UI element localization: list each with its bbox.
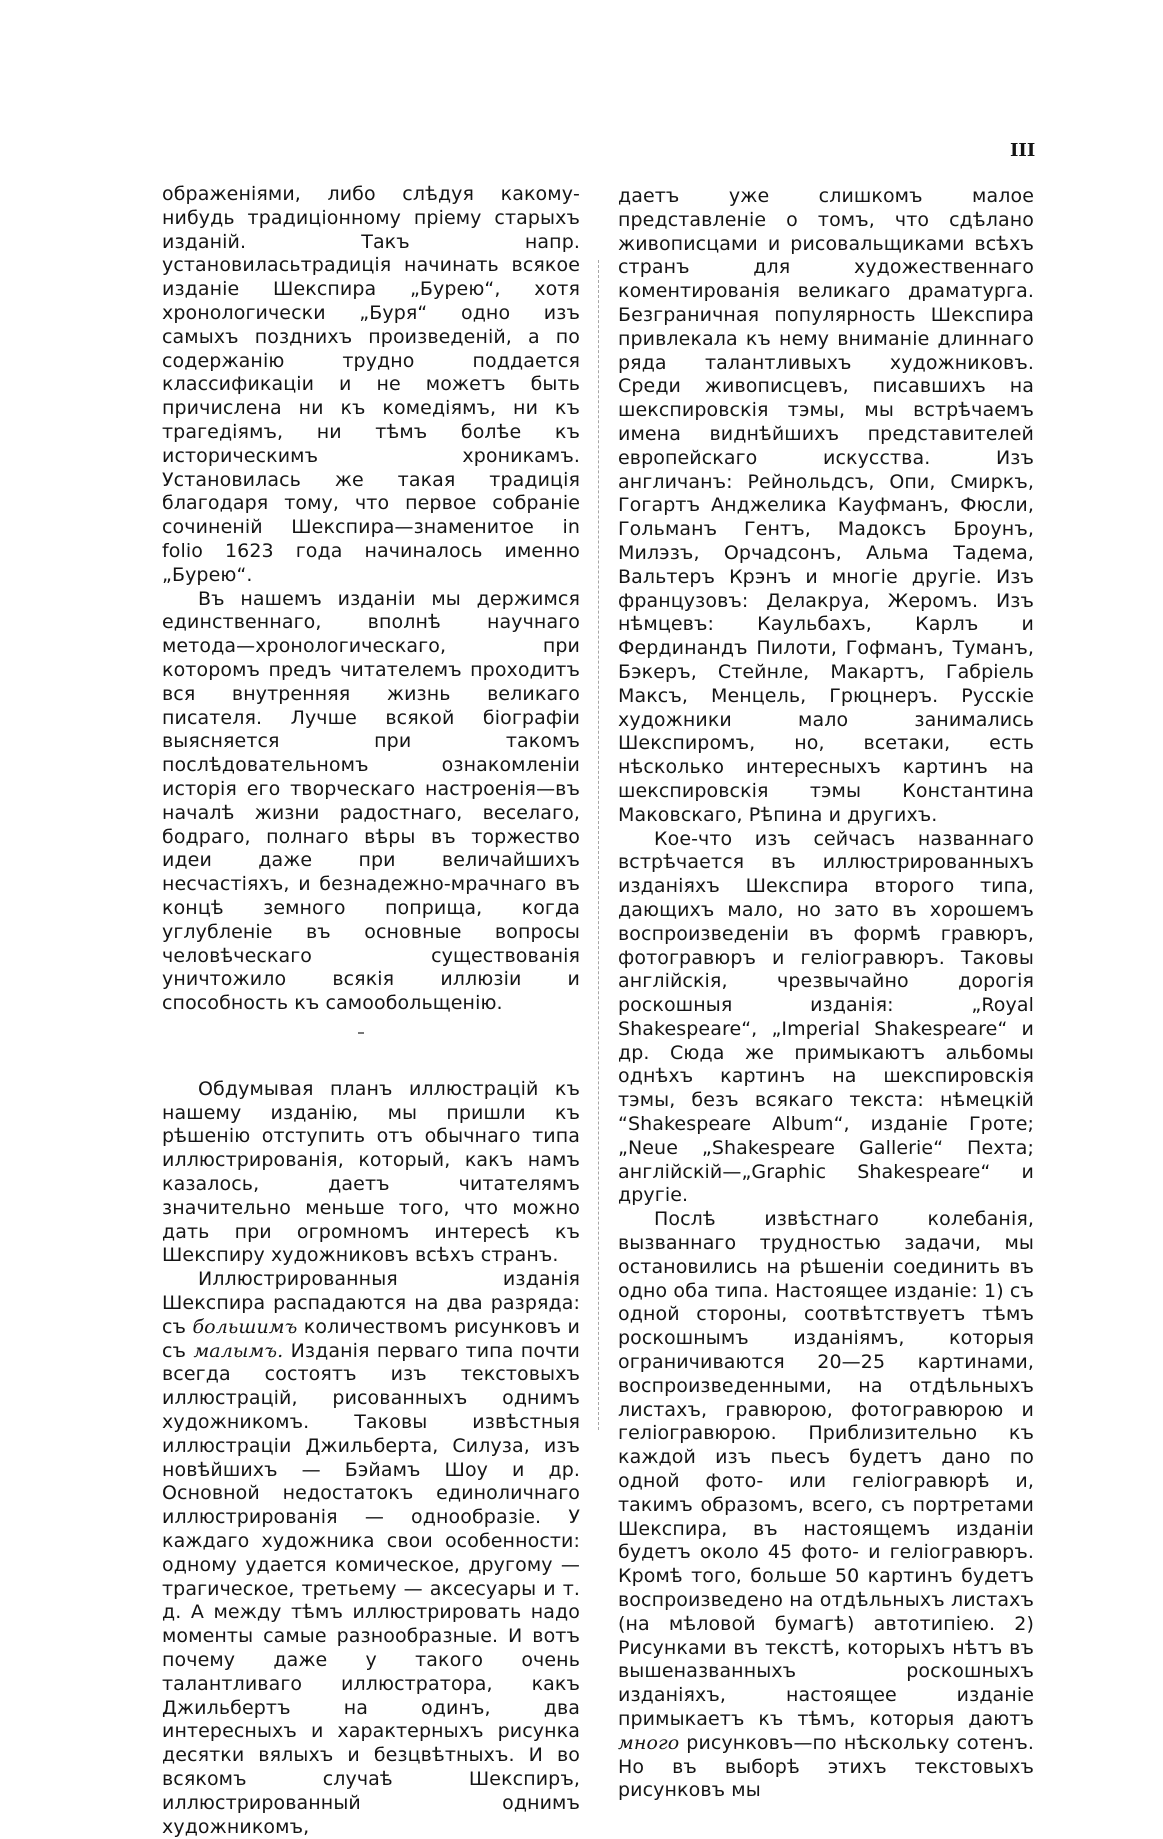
section-divider: [162, 1016, 580, 1078]
left-p4-emphasis-1: большимъ: [192, 1315, 298, 1338]
page-number: III: [1010, 140, 1036, 161]
left-p4-text-a: Иллюстрированныя изданія Шекспира распадаются на два разряда: съ: [162, 1268, 580, 1338]
left-paragraph-2: Въ нашемъ изданіи мы держимся единственнаго, вполнѣ научнаго метода—хронологическаго, при которомъ предъ читателемъ проходитъ вся внутренняя жизнь великаго писателя. Лучше всякой біографіи выясняется при такомъ послѣдовательномъ ознакомленіи исторія его творческаго настроенія—въ началѣ жизни радостнаго, веселаго, бодраго, полнаго вѣры въ торжество идеи даже при величайшихъ несчастіяхъ, и безнадежно-мрачнаго въ концѣ земного поприща, когда углубленіе въ основные вопросы человѣческаго существованія уничтожило всякія иллюзіи и способность къ самообольщенію.: [162, 587, 580, 1015]
left-column: [162, 183, 580, 1839]
right-paragraph-2: Кое-что изъ сейчасъ названнаго встрѣчается въ иллюстрированныхъ изданіяхъ Шекспира второго типа, дающихъ мало, но зато въ хорошемъ воспроизведеніи въ формѣ гравюръ, фотогравюръ и геліогравюръ. Таковы англійскія, чрезвычайно дорогія роскошныя изданія: „Royal Shakespeare“, „Imperial Shakespeare“ и др. Сюда же примыкаютъ альбомы однѣхъ картинъ на шекспировскія тэмы, безъ всякаго текста: нѣмецкій “Shakespeare Album“, изданіе Гроте; „Neue „Shakespeare Gallerie“ Пехта; англійскій—„Graphic Shakespeare“ и другіе.: [618, 827, 1034, 1207]
gutter-rule: [598, 260, 599, 1430]
right-paragraph-3: [618, 1208, 1034, 1803]
left-paragraph-1: ображеніями, либо слѣдуя какому-нибудь традиціонному пріему старыхъ изданій. Такъ напр. установиласьтрадиція начинать всякое изданіе Шекспира „Бурею“, хотя хронологически „Буря“ одно изъ самыхъ позднихъ произведеній, а по содержанію трудно поддается классификаціи и не можетъ быть причислена ни къ комедіямъ, ни къ трагедіямъ, ни тѣмъ болѣе къ историческимъ хроникамъ. Установилась же такая традиція благодаря тому, что первое собраніе сочиненій Шекспира—знаменитое in folio 1623 года начиналось именно „Бурею“.: [162, 183, 580, 586]
right-p3-text-b: рисунковъ—по нѣскольку сотенъ. Но въ выборѣ этихъ текстовыхъ рисунковъ мы: [618, 1731, 1034, 1802]
right-paragraph-1: даетъ уже слишкомъ малое представленіе о томъ, что сдѣлано живописцами и рисовальщиками всѣхъ странъ для художественнаго коментированія великаго драматурга. Безграничная популярность Шекспира привлекала къ нему вниманіе длиннаго ряда талантливыхъ художниковъ. Среди живописцевъ, писавшихъ на шекспировскія тэмы, мы встрѣчаемъ имена виднѣйшихъ представителей европейскаго искусства. Изъ англичанъ: Рейнольдсъ, Опи, Смиркъ, Гогартъ Анджелика Кауфманъ, Фюсли, Гольманъ Гентъ, Мадоксъ Броунъ, Милэзъ, Орчадсонъ, Альма Тадема, Вальтеръ Крэнъ и многіе другіе. Изъ французовъ: Делакруа, Жеромъ. Изъ нѣмцевъ: Каульбахъ, Карлъ и Фердинандъ Пилоти, Гофманъ, Туманъ, Бэкеръ, Стейнле, Макартъ, Габріель Максъ, Менцель, Грюцнеръ. Русскіе художники мало занимались Шекспиромъ, но, всетаки, есть нѣсколько интересныхъ картинъ на шекспировскія тэмы Константина Маковскаго, Рѣпина и другихъ.: [618, 185, 1034, 826]
right-p3-text-a: Послѣ извѣстнаго колебанія, вызваннаго трудностью задачи, мы остановились на рѣшеніи соединить въ одно оба типа. Настоящее изданіе: 1) съ одной стороны, соотвѣтствуетъ тѣмъ роскошнымъ изданіямъ, которыя ограничиваются 20—25 картинами, воспроизведенными, на отдѣльныхъ листахъ, гравюрою, фотогравюрою и геліогравюрою. Приблизительно къ каждой изъ пьесъ будетъ дано по одной фото- или геліогравюрѣ и, такимъ образомъ, всего, съ портретами Шекспира, въ настоящемъ изданіи будетъ около 45 фото- и геліогравюръ. Кромѣ того, больше 50 картинъ будетъ воспроизведено на отдѣльныхъ листахъ (на мѣловой бумагѣ) автотипіею. 2) Рисунками въ текстѣ, которыхъ нѣтъ въ вышеназванныхъ роскошныхъ изданіяхъ, настоящее изданіе примыкаетъ къ тѣмъ, которыя даютъ: [618, 1208, 1034, 1730]
left-p4-emphasis-2: малымъ.: [193, 1339, 284, 1362]
right-column: [618, 185, 1034, 1803]
left-paragraph-3: Обдумывая планъ иллюстрацій къ нашему изданію, мы пришли къ рѣшенію отступить отъ обычнаго типа иллюстрированія, который, какъ намъ казалось, даетъ читателямъ значительно меньше того, что можно дать при огромномъ интересѣ къ Шекспиру художниковъ всѣхъ странъ.: [162, 1077, 580, 1267]
left-p4-text-b: количествомъ рисунковъ и съ: [162, 1315, 580, 1362]
left-paragraph-4: [162, 1268, 580, 1839]
right-p3-emphasis: много: [618, 1731, 680, 1754]
left-p4-text-c: Изданія перваго типа почти всегда состоятъ изъ текстовыхъ иллюстрацій, рисованныхъ однимъ художникомъ. Таковы извѣстныя иллюстраціи Джильберта, Силуза, изъ новѣйшихъ — Бэйамъ Шоу и др. Основной недостатокъ единоличнаго иллюстрированія — однообразіе. У каждаго художника свои особенности: одному удается комическое, другому — трагическое, третьему — аксесуары и т. д. А между тѣмъ иллюстрировать надо моменты самые разнообразные. И вотъ почему даже у такого очень талантливаго иллюстратора, какъ Джильбертъ на одинъ, два интересныхъ и характерныхъ рисунка десятки вялыхъ и безцвѣтныхъ. И во всякомъ случаѣ Шекспиръ, иллюстрированный однимъ художникомъ,: [162, 1339, 580, 1838]
